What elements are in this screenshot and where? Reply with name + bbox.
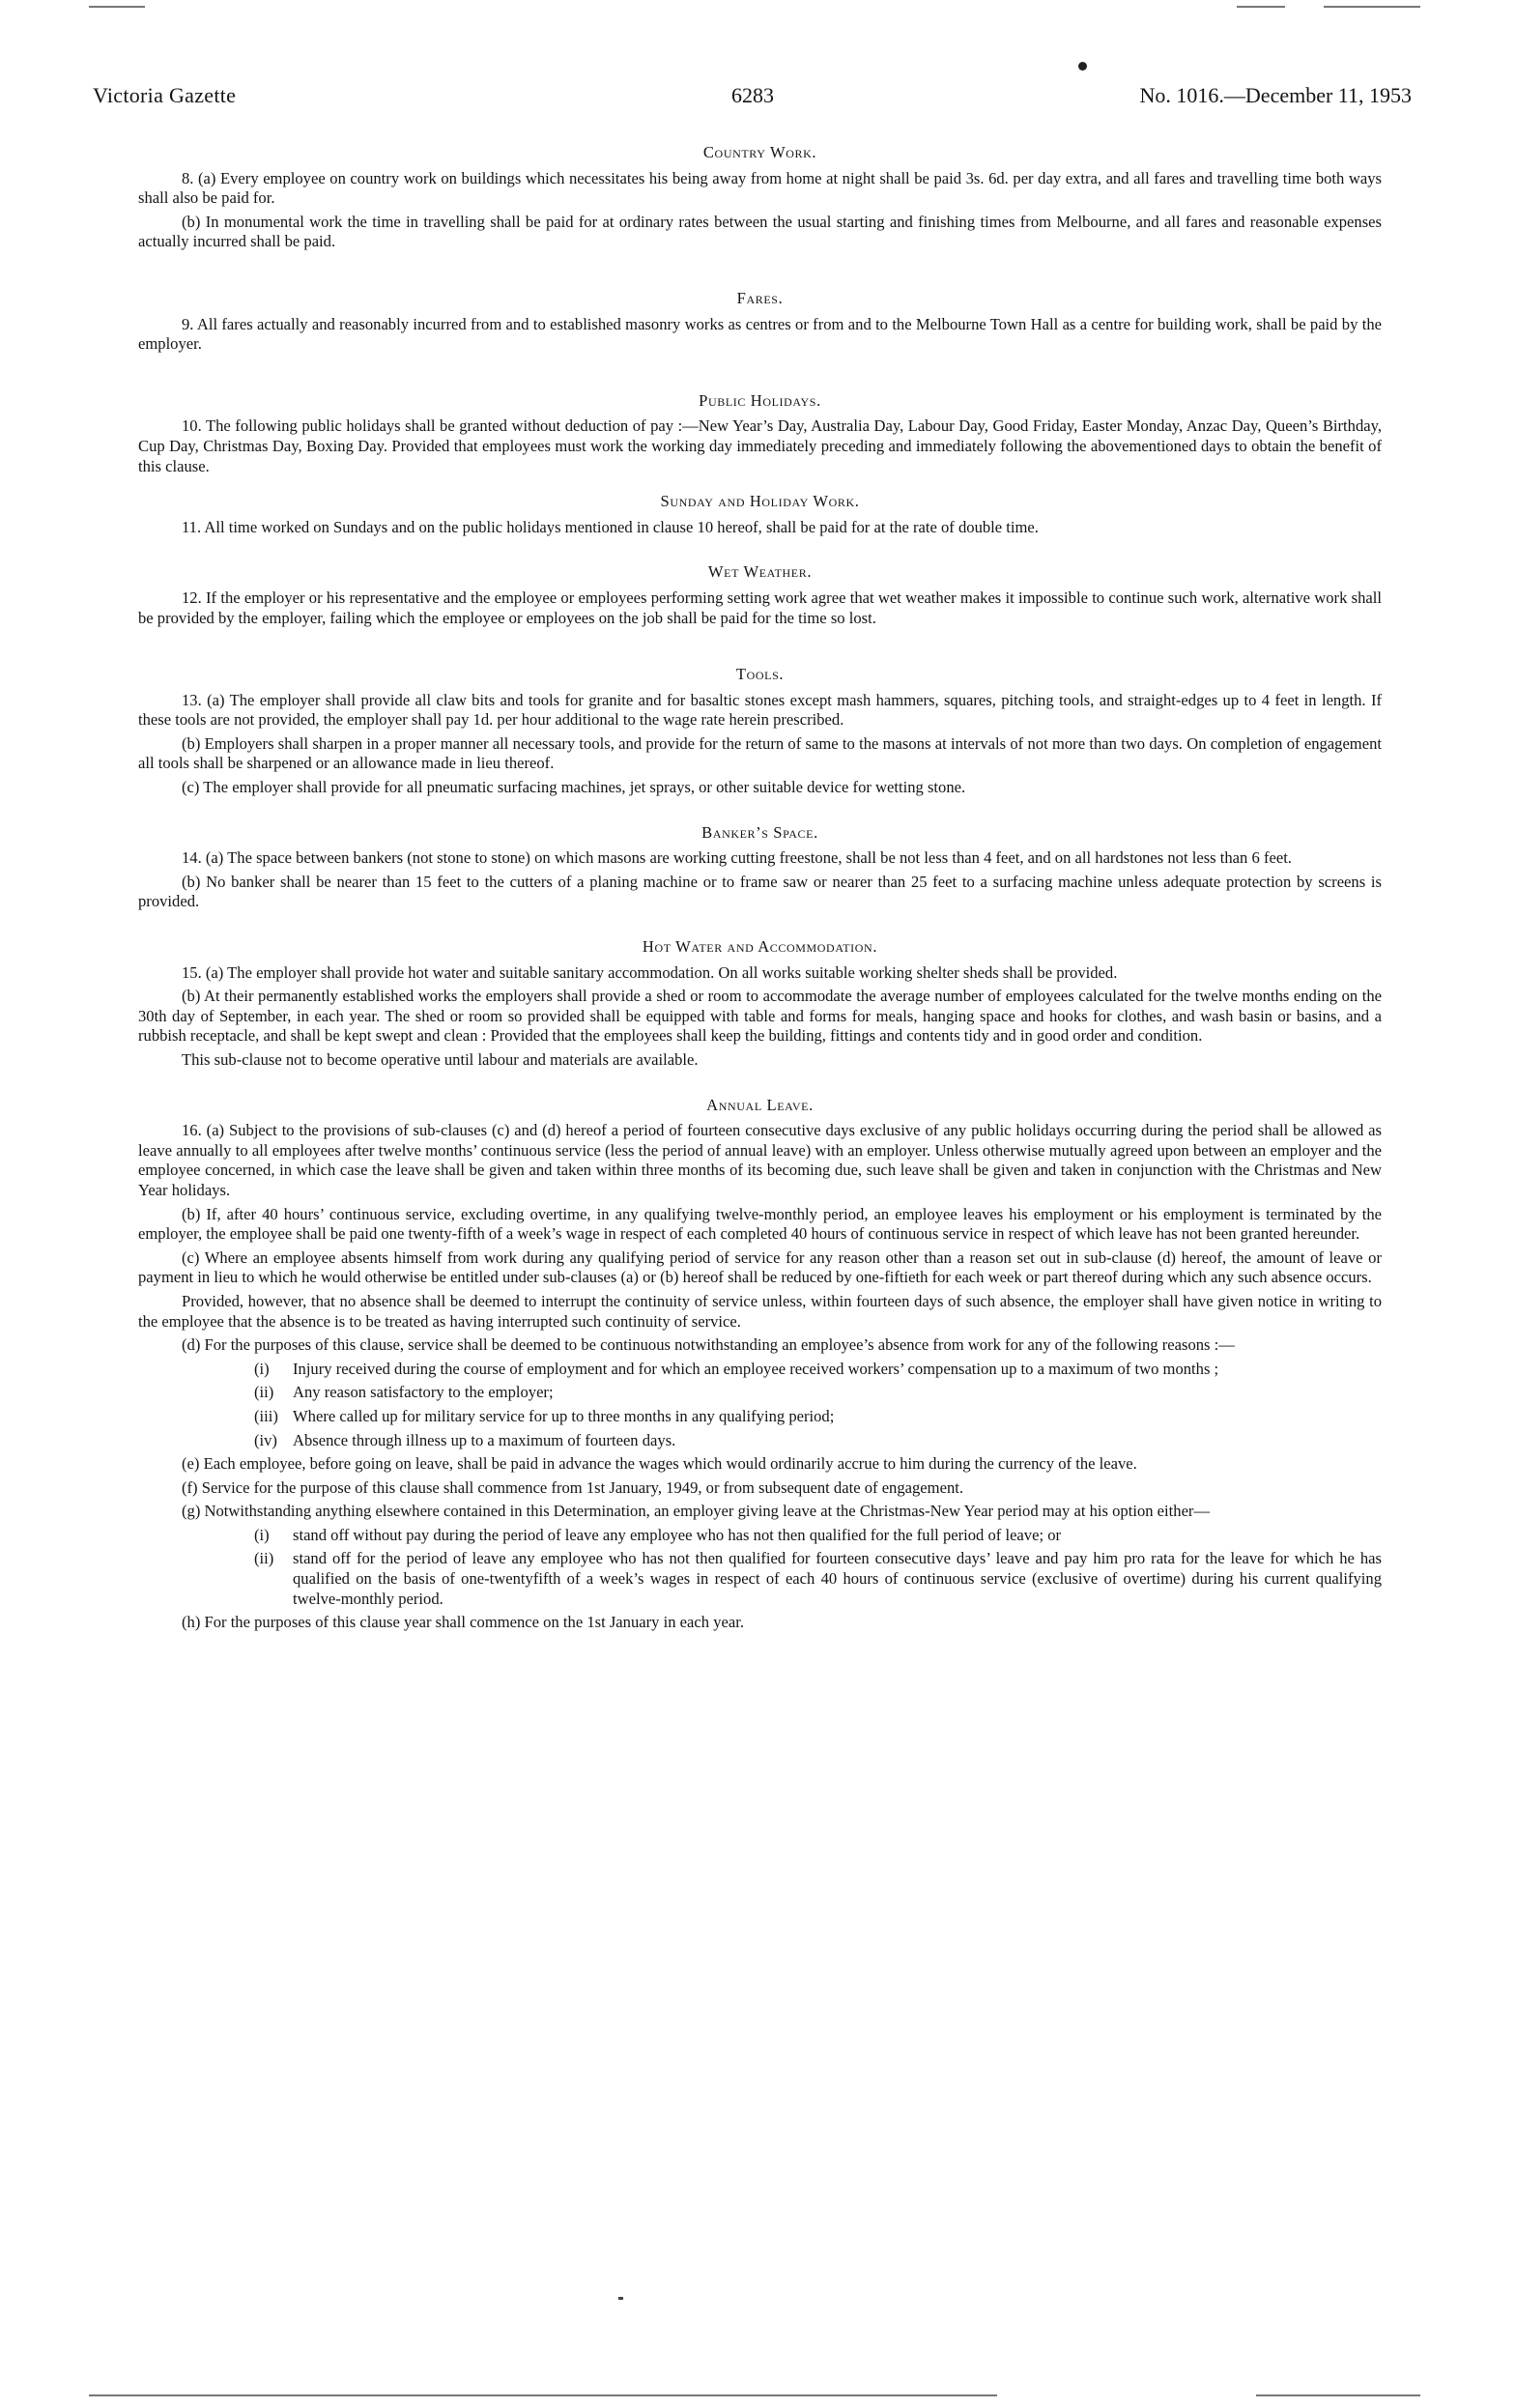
heading-wet-weather: Wet Weather.	[707, 562, 813, 582]
clause-16e: (e) Each employee, before going on leave, shall be paid in advance the wages which would ordinarily accrue to him during the currency of the leave.	[182, 1454, 1137, 1474]
bottom-rule-right	[1256, 2394, 1420, 2396]
heading-public-holidays: Public Holidays.	[699, 390, 821, 410]
clause-8b: (b) In monumental work the time in travelling shall be paid for at ordinary rates between the usual starting and finishing times from Melbourne, and all fares and reasonable expenses actually incurred shall be paid.	[138, 212, 1382, 251]
clause-16g: (g) Notwithstanding anything elsewhere contained in this Determination, an employer giving leave at the Christmas-New Year period may at his option either—	[182, 1502, 1211, 1521]
ink-speck	[618, 2297, 623, 2300]
heading-hot-water: Hot Water and Accommodation.	[642, 937, 878, 957]
clause-11: 11. All time worked on Sundays and on the public holidays mentioned in clause 10 hereof, shall be paid for at the rate of double time.	[182, 517, 1039, 536]
clause-9: 9. All fares actually and reasonably incurred from and to established masonry works as centres or from and to the Melbourne Town Hall as a centre for building work, shall be paid by the employer.	[138, 314, 1382, 354]
clause-15b: (b) At their permanently established works the employers shall provide a shed or room to accommodate the average number of employees calculated for the twelve months ending on the 30th day of September, in each year. The shed or room so provided shall be equipped with table and forms for meals, hanging space and hooks for clothes, and wash basin or basins, and a rubbish receptacle, and shall be kept swept and clean : Provided that the employees shall keep the building, fittings and contents tidy and in good order and condition.	[138, 987, 1382, 1046]
option-number: (i)	[254, 1525, 270, 1544]
heading-country-work: Country Work.	[702, 143, 817, 161]
option-text: stand off for the period of leave any employee who has not then qualified for fourteen consecutive days’ leave and pay him pro rata for the leave for which he has qualified on the basis of one-twentyfifth of a week’s wages in respect of each 40 hours of continuous service (exclusive of overtime) during his current qualifying twelve-monthly period.	[293, 1549, 1382, 1608]
clause-16f: (f) Service for the purpose of this clause shall commence from 1st January, 1949, or from subsequent date of engagement.	[182, 1477, 964, 1497]
clause-8a: 8. (a) Every employee on country work on buildings which necessitates his being away from home at night shall be paid 3s. 6d. per day extra, and all fares and travelling time both ways shall also be paid for.	[138, 168, 1382, 208]
reason-number: (i)	[254, 1359, 270, 1378]
clause-14b: (b) No banker shall be nearer than 15 feet to the cutters of a planing machine or to frame saw or nearer than 25 feet to a surfacing machine unless adequate protection by screens is provided.	[138, 872, 1382, 911]
option-item	[254, 1549, 1382, 1609]
gazette-title: Victoria Gazette	[93, 83, 237, 107]
option-text: stand off without pay during the period of leave any employee who has not then qualified for the full period of leave; or	[293, 1525, 1062, 1544]
clause-12: 12. If the employer or his representative and the employee or employees performing setting work agree that wet weather makes it impossible to continue such work, alternative work shall be provided by the employer, failing which the employee or employees on the job shall be paid for the time so lost.	[138, 588, 1382, 627]
reason-text: Injury received during the course of employment and for which an employee received workers’ compensation up to a maximum of two months ;	[293, 1359, 1219, 1378]
clause-16c-proviso: Provided, however, that no absence shall be deemed to interrupt the continuity of service unless, within fourteen days of such absence, the employer shall have given notice in writing to the employee that the absence is to be treated as having interrupted such continuity of service.	[138, 1291, 1382, 1331]
heading-tools: Tools.	[735, 665, 785, 684]
clause-15-note: This sub-clause not to become operative until labour and materials are available.	[182, 1050, 699, 1069]
reason-number: (iii)	[254, 1406, 278, 1425]
reason-item	[254, 1431, 1382, 1451]
clause-13c: (c) The employer shall provide for all pneumatic surfacing machines, jet sprays, or other suitable device for wetting stone.	[182, 778, 966, 797]
clause-16a: 16. (a) Subject to the provisions of sub-clauses (c) and (d) hereof a period of fourteen consecutive days exclusive of any public holidays occurring during the period shall be allowed as leave annually to all employees after twelve months’ continuous service (less the period of annual leave) with an employer. Unless otherwise mutually agreed upon between an employer and the employee concerned, in which case the leave shall be given and taken within three months of its becoming due, such leave shall be given and taken in conjunction with the Christmas and New Year holidays.	[138, 1121, 1382, 1199]
clause-13b: (b) Employers shall sharpen in a proper manner all necessary tools, and provide for the return of same to the masons at intervals of not more than two days. On completion of engagement all tools shall be sharpened or an allowance made in lieu thereof.	[138, 733, 1382, 773]
reason-item	[254, 1360, 1382, 1380]
reason-text: Absence through illness up to a maximum of fourteen days.	[293, 1430, 676, 1449]
option-item	[254, 1526, 1382, 1546]
heading-fares: Fares.	[736, 288, 784, 307]
top-rule-right	[1324, 6, 1420, 8]
page-header	[93, 83, 1412, 116]
document-body	[138, 143, 1382, 1637]
clause-13a: 13. (a) The employer shall provide all claw bits and tools for granite and for basaltic stones except mash hammers, squares, pitching tools, and straight-edges up to 4 feet in length. If these tools are not provided, the employer shall pay 1d. per hour additional to the wage rate herein prescribed.	[138, 690, 1382, 730]
heading-annual-leave: Annual Leave.	[706, 1095, 814, 1114]
reason-number: (ii)	[254, 1383, 274, 1402]
top-rule-left	[89, 6, 145, 8]
ink-dot	[1078, 62, 1087, 71]
reason-item	[254, 1407, 1382, 1427]
reason-text: Any reason satisfactory to the employer;	[293, 1383, 554, 1402]
clause-16b: (b) If, after 40 hours’ continuous service, excluding overtime, in any qualifying twelve-monthly period, an employee leaves his employment or his employment is terminated by the employer, the employee shall be paid one twenty-fifth of a week’s wage in respect of each completed 40 hours of continuous service in respect of which leave has not been granted hereunder.	[138, 1204, 1382, 1244]
clause-16d: (d) For the purposes of this clause, service shall be deemed to be continuous notwithstanding an employee’s absence from work for any of the following reasons :—	[182, 1335, 1235, 1355]
reason-number: (iv)	[254, 1430, 277, 1449]
heading-bankers-space: Banker’s Space.	[701, 822, 818, 842]
bottom-rule-left	[89, 2394, 997, 2396]
clause-15a: 15. (a) The employer shall provide hot water and suitable sanitary accommodation. On all works suitable working shelter sheds shall be provided.	[182, 962, 1118, 982]
clause-14a: 14. (a) The space between bankers (not stone to stone) on which masons are working cutting freestone, shall be not less than 4 feet, and on all hardstones not less than 6 feet.	[182, 848, 1292, 868]
option-number: (ii)	[254, 1549, 274, 1568]
clause-10: 10. The following public holidays shall be granted without deduction of pay :—New Year’s Day, Australia Day, Labour Day, Good Friday, Easter Monday, Anzac Day, Queen’s Birthday, Cup Day, Christmas Day, Boxing Day. Provided that employees must work the working day immediately preceding and immediately following the abovementioned days to obtain the benefit of this clause.	[138, 416, 1382, 475]
issue-date: No. 1016.—December 11, 1953	[1139, 83, 1412, 107]
reason-text: Where called up for military service for up to three months in any qualifying period;	[293, 1406, 835, 1425]
heading-sunday-holiday-work: Sunday and Holiday Work.	[660, 492, 860, 511]
clause-16c: (c) Where an employee absents himself from work during any qualifying period of service for any reason other than a reason set out in sub-clause (d) hereof, the amount of leave or payment in lieu to which he would otherwise be entitled under sub-clauses (a) or (b) hereof shall be reduced by one-fiftieth for each week or part thereof during which any such absence occurs.	[138, 1247, 1382, 1287]
top-rule-mid	[1237, 6, 1285, 8]
clause-16h: (h) For the purposes of this clause year shall commence on the 1st January in each year.	[182, 1613, 744, 1632]
reason-item	[254, 1383, 1382, 1403]
page-number: 6283	[731, 83, 774, 107]
